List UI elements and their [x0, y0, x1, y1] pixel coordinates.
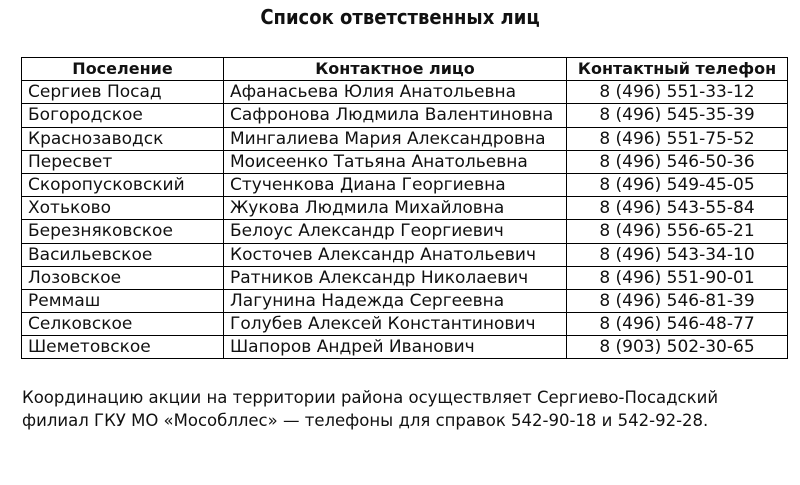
settlement-cell: Лозовское: [22, 266, 224, 289]
contact-person-cell: Белоус Александр Георгиевич: [224, 220, 567, 243]
phone-cell: 8 (496) 551-90-01: [567, 266, 788, 289]
settlement-cell: Шеметовское: [22, 336, 224, 359]
table-row: [22, 289, 788, 312]
settlement-cell: Реммаш: [22, 289, 224, 312]
phone-cell: 8 (496) 549-45-05: [567, 173, 788, 196]
phone-cell: 8 (496) 546-81-39: [567, 289, 788, 312]
phone-cell: 8 (496) 545-35-39: [567, 104, 788, 127]
footer-note: [22, 386, 782, 432]
phone-cell: 8 (496) 551-75-52: [567, 127, 788, 150]
contact-person-cell: Мингалиева Мария Александровна: [224, 127, 567, 150]
table-row: [22, 266, 788, 289]
settlement-cell: Селковское: [22, 313, 224, 336]
settlement-cell: Сергиев Посад: [22, 81, 224, 104]
table-row: [22, 197, 788, 220]
contact-person-cell: Афанасьева Юлия Анатольевна: [224, 81, 567, 104]
settlement-cell: Васильевское: [22, 243, 224, 266]
table-header-row: [22, 58, 788, 81]
contact-person-cell: Ратников Александр Николаевич: [224, 266, 567, 289]
contact-person-cell: Лагунина Надежда Сергеевна: [224, 289, 567, 312]
contact-person-cell: Стученкова Диана Георгиевна: [224, 173, 567, 196]
settlement-cell: Хотьково: [22, 197, 224, 220]
phone-cell: 8 (496) 551-33-12: [567, 81, 788, 104]
contact-person-cell: Сафронова Людмила Валентиновна: [224, 104, 567, 127]
header-contact-phone: Контактный телефон: [567, 58, 788, 81]
phone-cell: 8 (903) 502-30-65: [567, 336, 788, 359]
phone-cell: 8 (496) 546-48-77: [567, 313, 788, 336]
table-row: [22, 150, 788, 173]
contact-person-cell: Косточев Александр Анатольевич: [224, 243, 567, 266]
footer-note-line-2: филиал ГКУ МО «Мособллес» — телефоны для справок 542-90-18 и 542-92-28.: [22, 411, 709, 430]
table-row: [22, 173, 788, 196]
phone-cell: 8 (496) 556-65-21: [567, 220, 788, 243]
footer-note-line-1: Координацию акции на территории района осуществляет Сергиево-Посадский: [22, 388, 719, 407]
settlement-cell: Пересвет: [22, 150, 224, 173]
table-row: [22, 104, 788, 127]
contact-person-cell: Жукова Людмила Михайловна: [224, 197, 567, 220]
table-row: [22, 127, 788, 150]
contact-person-cell: Моисеенко Татьяна Анатольевна: [224, 150, 567, 173]
contacts-table: [21, 57, 788, 359]
phone-cell: 8 (496) 543-34-10: [567, 243, 788, 266]
table-row: [22, 336, 788, 359]
settlement-cell: Березняковское: [22, 220, 224, 243]
contact-person-cell: Шапоров Андрей Иванович: [224, 336, 567, 359]
contact-person-cell: Голубев Алексей Константинович: [224, 313, 567, 336]
settlement-cell: Скоропусковский: [22, 173, 224, 196]
header-contact-person: Контактное лицо: [224, 58, 567, 81]
table-row: [22, 313, 788, 336]
table-row: [22, 220, 788, 243]
page-title: Список ответственных лиц: [260, 5, 540, 29]
table-body: [22, 81, 788, 359]
phone-cell: 8 (496) 543-55-84: [567, 197, 788, 220]
settlement-cell: Богородское: [22, 104, 224, 127]
header-settlement: Поселение: [22, 58, 224, 81]
table-row: [22, 81, 788, 104]
settlement-cell: Краснозаводск: [22, 127, 224, 150]
phone-cell: 8 (496) 546-50-36: [567, 150, 788, 173]
table-row: [22, 243, 788, 266]
